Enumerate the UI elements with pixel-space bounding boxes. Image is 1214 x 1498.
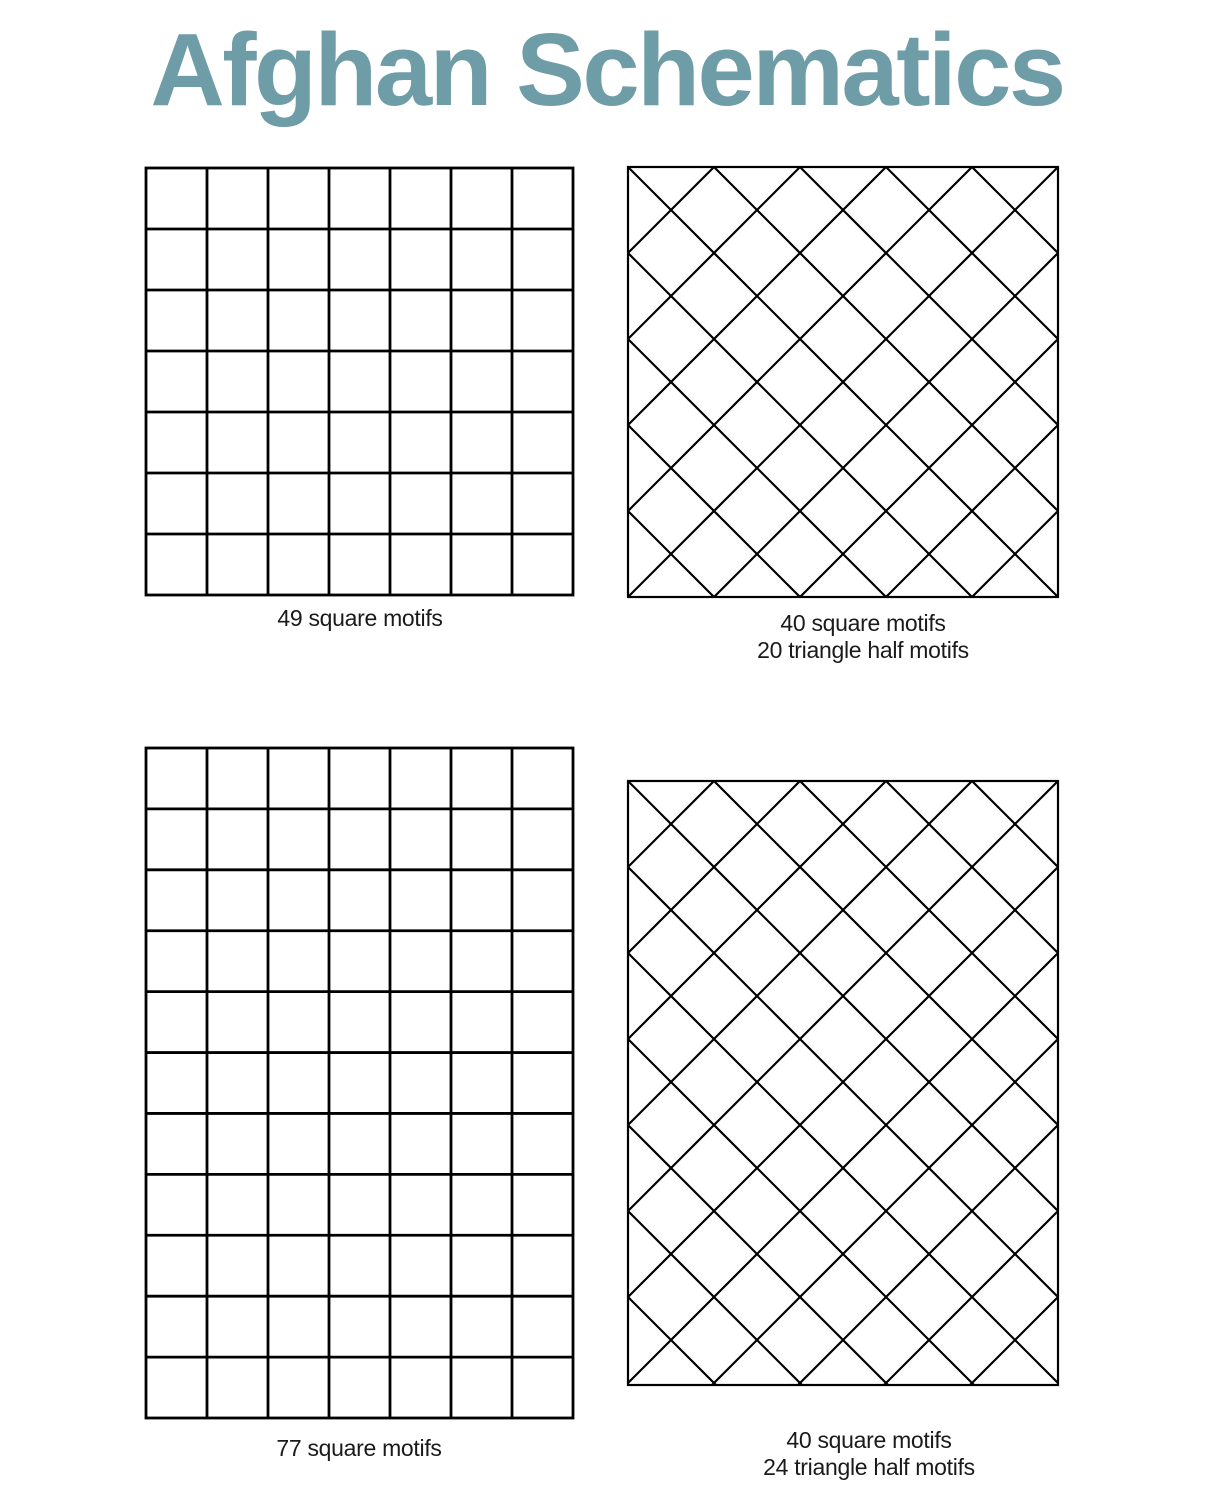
label-line: 40 square motifs — [780, 610, 946, 636]
label-line: 24 triangle half motifs — [763, 1454, 975, 1480]
label-line: 49 square motifs — [277, 605, 443, 631]
schematic-bottom-right-label — [763, 1427, 975, 1481]
page-title: Afghan Schematics — [150, 12, 1064, 127]
grid-line — [628, 1297, 716, 1385]
grid-line — [712, 1039, 1058, 1385]
schematic-top-right-drawing — [625, 164, 1061, 600]
label-line: 20 triangle half motifs — [757, 637, 969, 663]
grid-line — [628, 1211, 802, 1385]
label-line: 77 square motifs — [276, 1435, 442, 1461]
schematic-bottom-right-drawing — [625, 778, 1061, 1388]
grid-line — [884, 1211, 1058, 1385]
schematic-top-left-drawing — [143, 165, 576, 598]
grid-border — [146, 748, 573, 1418]
grid-line — [628, 1039, 974, 1385]
schematic-top-left-label — [277, 605, 442, 632]
grid-line — [628, 1125, 888, 1385]
grid-line — [798, 1125, 1058, 1385]
grid-border — [146, 168, 573, 595]
label-line: 40 square motifs — [786, 1427, 952, 1453]
schematic-top-right-label — [757, 610, 969, 664]
schematic-bottom-left-label — [276, 1435, 441, 1462]
grid-line — [970, 1297, 1058, 1385]
schematic-bottom-left-drawing — [143, 745, 576, 1421]
